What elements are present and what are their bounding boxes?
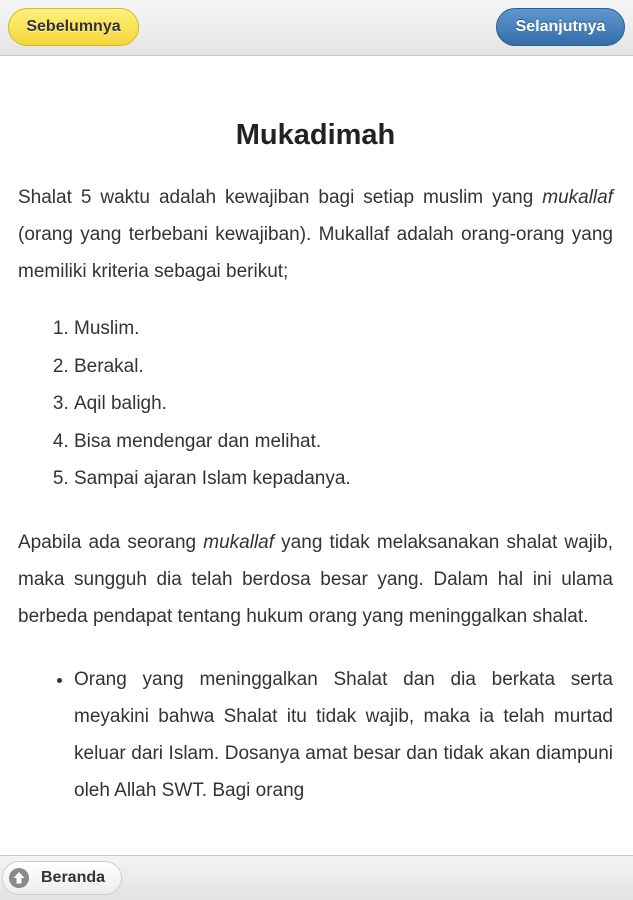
footer-bar (0, 855, 633, 900)
home-button[interactable] (2, 861, 122, 895)
intro-term: mukallaf (542, 187, 613, 208)
header-bar (0, 0, 633, 56)
list-item: 2. Berakal. (74, 348, 613, 386)
second-text-2: yang tidak melaksanakan shalat wajib, maka sungguh dia telah berdosa besar yang. Dalam hal ini ulama berbeda pendapat tentang hukum orang yang meninggalkan shalat. (18, 531, 613, 627)
list-item: 5. Sampai ajaran Islam kepadanya. (74, 460, 613, 498)
home-label: Beranda (41, 869, 106, 886)
ruling-list (18, 661, 613, 809)
second-term: mukallaf (203, 531, 275, 553)
home-arrow-up-icon (9, 868, 29, 888)
next-button[interactable]: Selanjutnya (496, 8, 625, 46)
criteria-list (18, 310, 613, 498)
intro-paragraph (18, 179, 613, 290)
second-paragraph (18, 524, 613, 635)
page-title: Mukadimah (235, 119, 396, 151)
previous-button[interactable]: Sebelumnya (8, 8, 139, 46)
intro-text-1: Shalat 5 waktu adalah kewajiban bagi setiap muslim yang (18, 187, 543, 208)
list-item: • Orang yang meninggalkan Shalat dan dia berkata serta meyakini bahwa Shalat itu tidak wajib, maka ia telah murtad keluar dari Islam. Dosanya amat besar dan tidak akan diampuni oleh Allah SWT. Bagi orang (74, 661, 613, 809)
second-text-1: Apabila ada seorang (18, 531, 204, 553)
list-item: 3. Aqil baligh. (74, 385, 613, 423)
list-item: 4. Bisa mendengar dan melihat. (74, 423, 613, 461)
intro-text-2: (orang yang terbebani kewajiban). Mukallaf adalah orang-orang yang memiliki kriteria sebagai berikut; (18, 224, 613, 282)
list-item: 1. Muslim. (74, 310, 613, 348)
content-area[interactable] (0, 57, 633, 855)
